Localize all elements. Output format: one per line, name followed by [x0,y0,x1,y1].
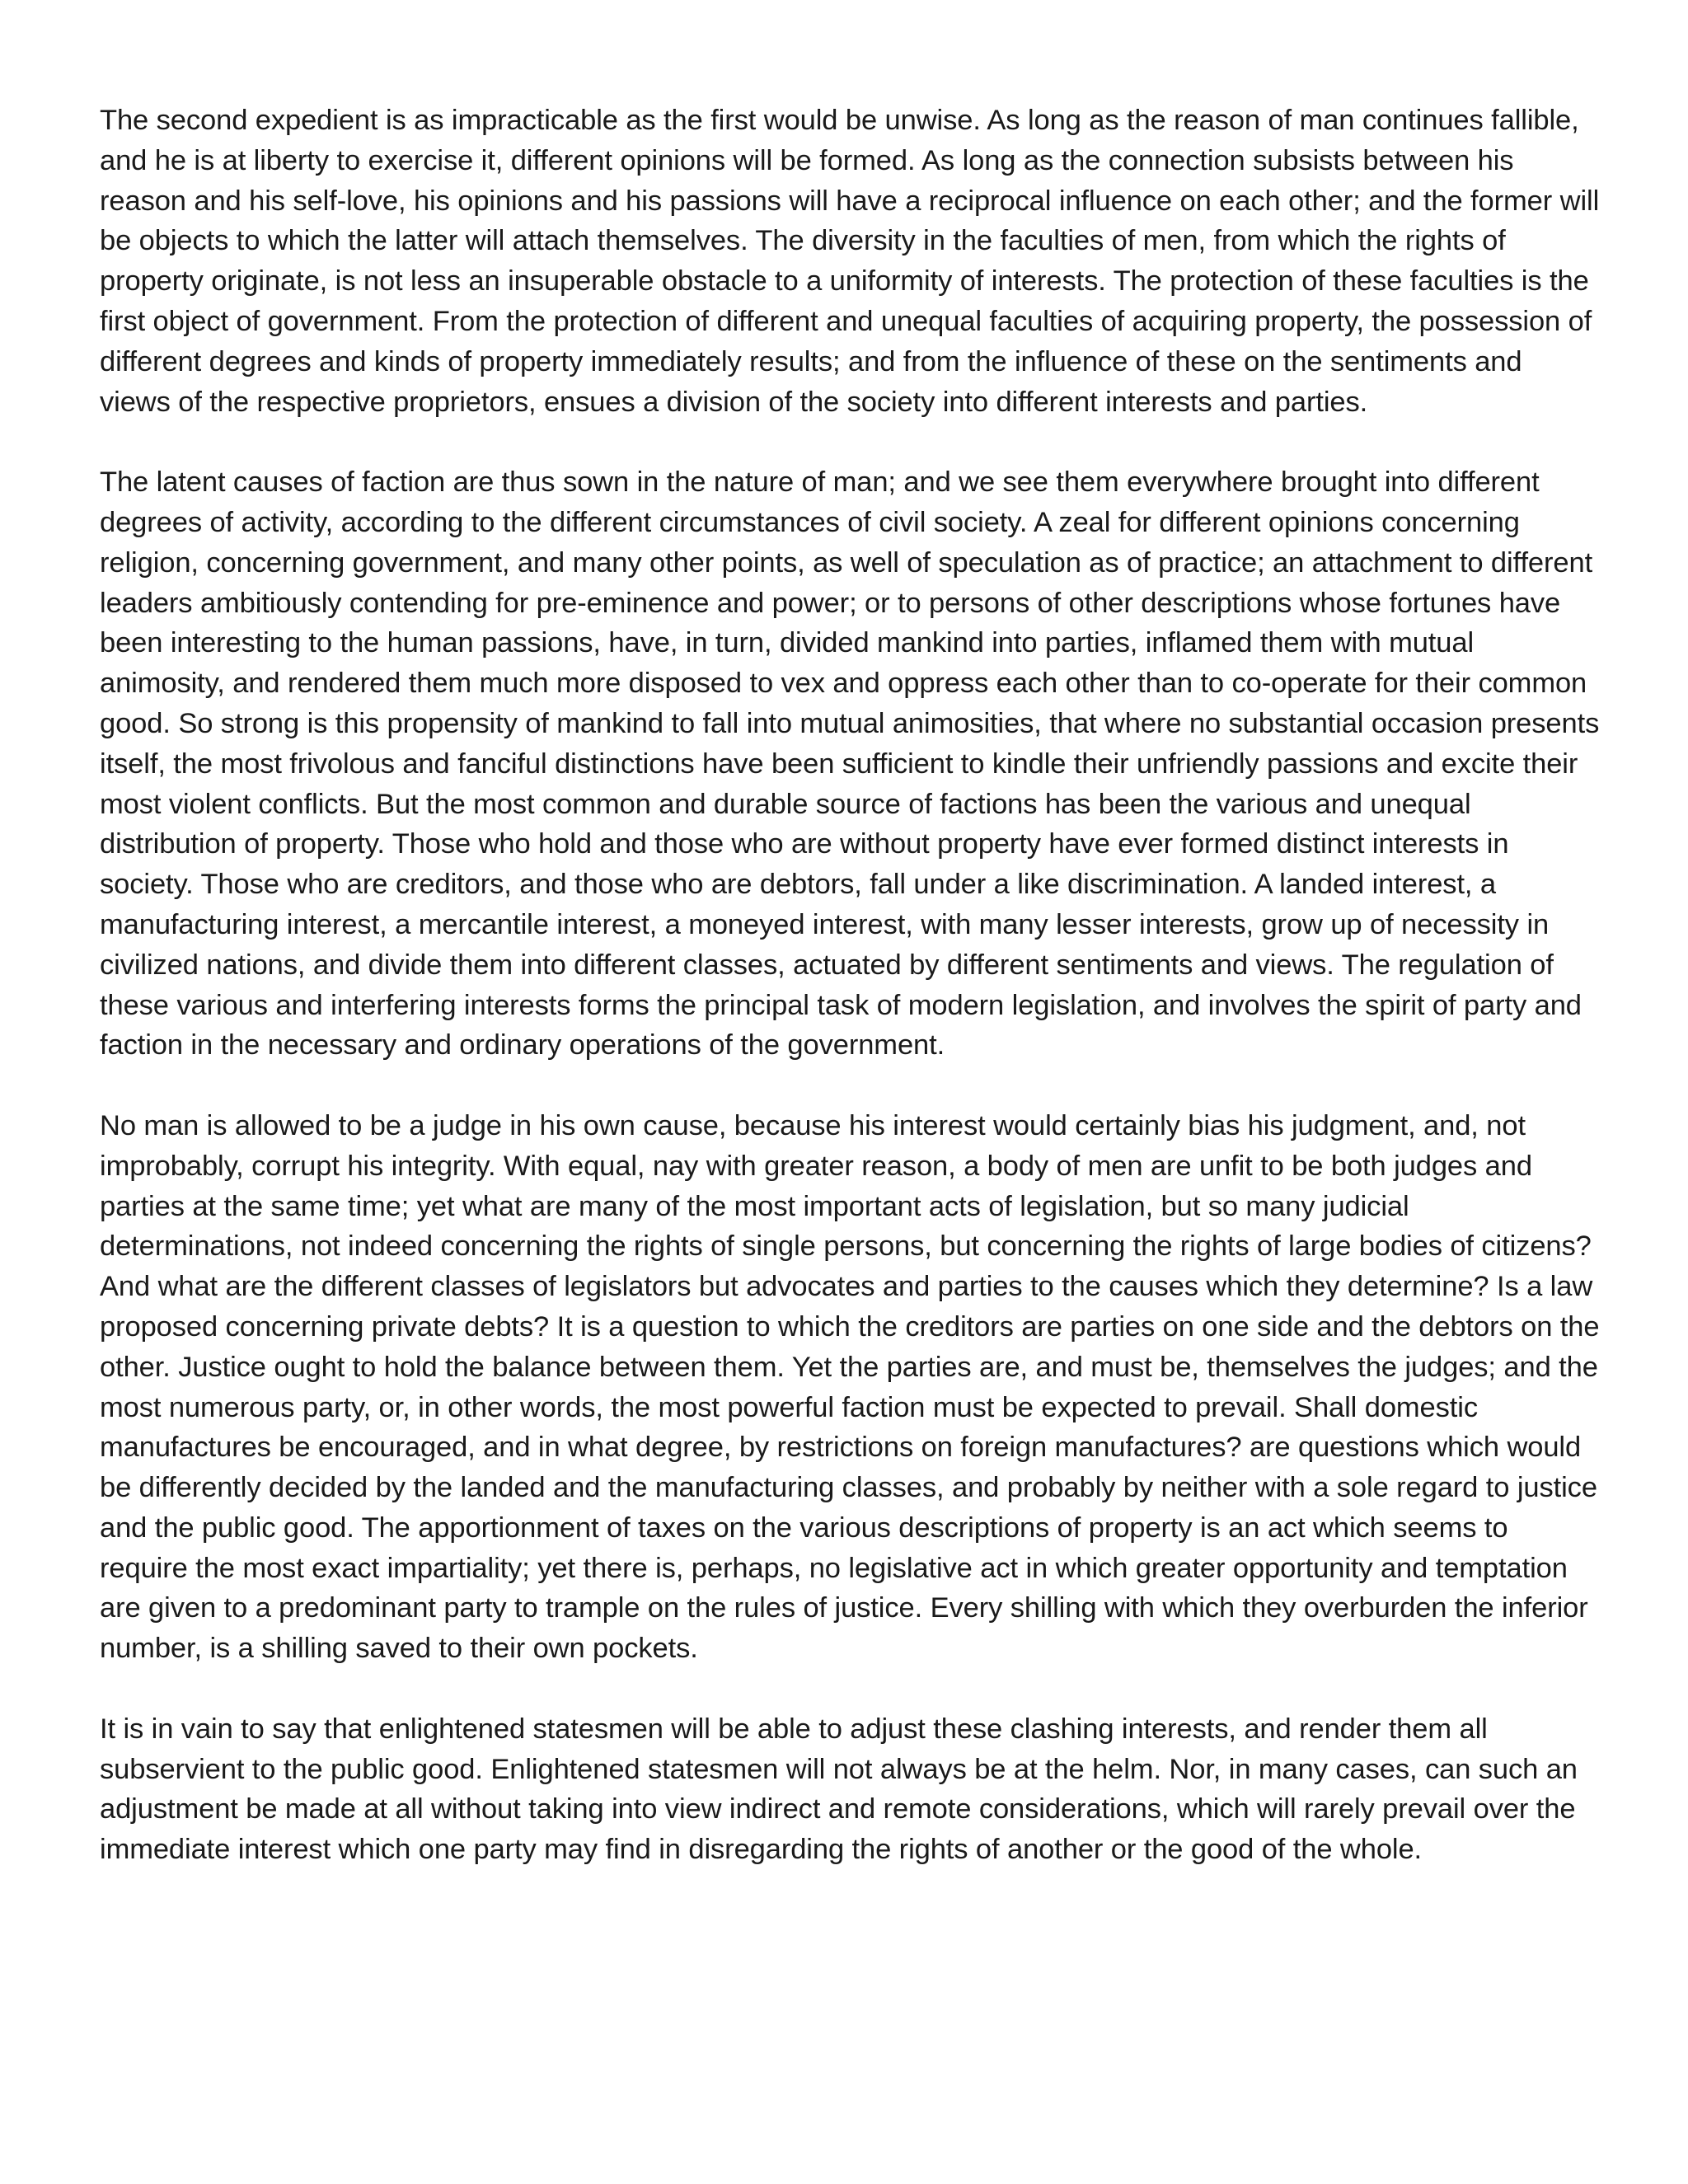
paragraph-4: It is in vain to say that enlightened statesmen will be able to adjust these clashing interests, and render them all subservient to the public good. Enlightened statesmen will not always be at the helm. Nor, in many cases, can such an adjustment be made at all without taking into view indirect and remote considerations, which will rarely prevail over the immediate interest which one party may find in disregarding the rights of another or the good of the whole. [100,1713,1578,1866]
paragraph-2: The latent causes of faction are thus sown in the nature of man; and we see them everywhere brought into different degrees of activity, according to the different circumstances of civil society. A zeal for different opinions concerning religion, concerning government, and many other points, as well of speculation as of practice; an attachment to different leaders ambitiously contending for pre-eminence and power; or to persons of other descriptions whose fortunes have been interesting to the human passions, have, in turn, divided mankind into parties, inflamed them with mutual animosity, and rendered them much more disposed to vex and oppress each other than to co-operate for their common good. So strong is this propensity of mankind to fall into mutual animosities, that where no substantial occasion presents itself, the most frivolous and fanciful distinctions have been sufficient to kindle their unfriendly passions and excite their most violent conflicts. But the most common and durable source of factions has been the various and unequal distribution of property. Those who hold and those who are without property have ever formed distinct interests in society. Those who are creditors, and those who are debtors, fall under a like discrimination. A landed interest, a manufacturing interest, a mercantile interest, a moneyed interest, with many lesser interests, grow up of necessity in civilized nations, and divide them into different classes, actuated by different sentiments and views. The regulation of these various and interfering interests forms the principal task of modern legislation, and involves the spirit of party and faction in the necessary and ordinary operations of the government. [100,466,1600,1062]
paragraph-3: No man is allowed to be a judge in his own cause, because his interest would certainly bias his judgment, and, not improbably, corrupt his integrity. With equal, nay with greater reason, a body of men are unfit to be both judges and parties at the same time; yet what are many of the most important acts of legislation, but so many judicial determinations, not indeed concerning the rights of single persons, but concerning the rights of large bodies of citizens? And what are the different classes of legislators but advocates and parties to the causes which they determine? Is a law proposed concerning private debts? It is a question to which the creditors are parties on one side and the debtors on the other. Justice ought to hold the balance between them. Yet the parties are, and must be, themselves the judges; and the most numerous party, or, in other words, the most powerful faction must be expected to prevail. Shall domestic manufactures be encouraged, and in what degree, by restrictions on foreign manufactures? are questions which would be differently decided by the landed and the manufacturing classes, and probably by neither with a sole regard to justice and the public good. The apportionment of taxes on the various descriptions of property is an act which seems to require the most exact impartiality; yet there is, perhaps, no legislative act in which greater opportunity and temptation are given to a predominant party to trample on the rules of justice. Every shilling with which they overburden the inferior number, is a shilling saved to their own pockets. [100,1109,1600,1665]
paragraph-1: The second expedient is as impracticable as the first would be unwise. As long as the reason of man continues fallible, and he is at liberty to exercise it, different opinions will be formed. As long as the connection subsists between his reason and his self-love, his opinions and his passions will have a reciprocal influence on each other; and the former will be objects to which the latter will attach themselves. The diversity in the faculties of men, from which the rights of property originate, is not less an insuperable obstacle to a uniformity of interests. The protection of these faculties is the first object of government. From the protection of different and unequal faculties of acquiring property, the possession of different degrees and kinds of property immediately results; and from the influence of these on the sentiments and views of the respective proprietors, ensues a division of the society into different interests and parties. [100,105,1600,418]
document-body [100,101,1600,1870]
